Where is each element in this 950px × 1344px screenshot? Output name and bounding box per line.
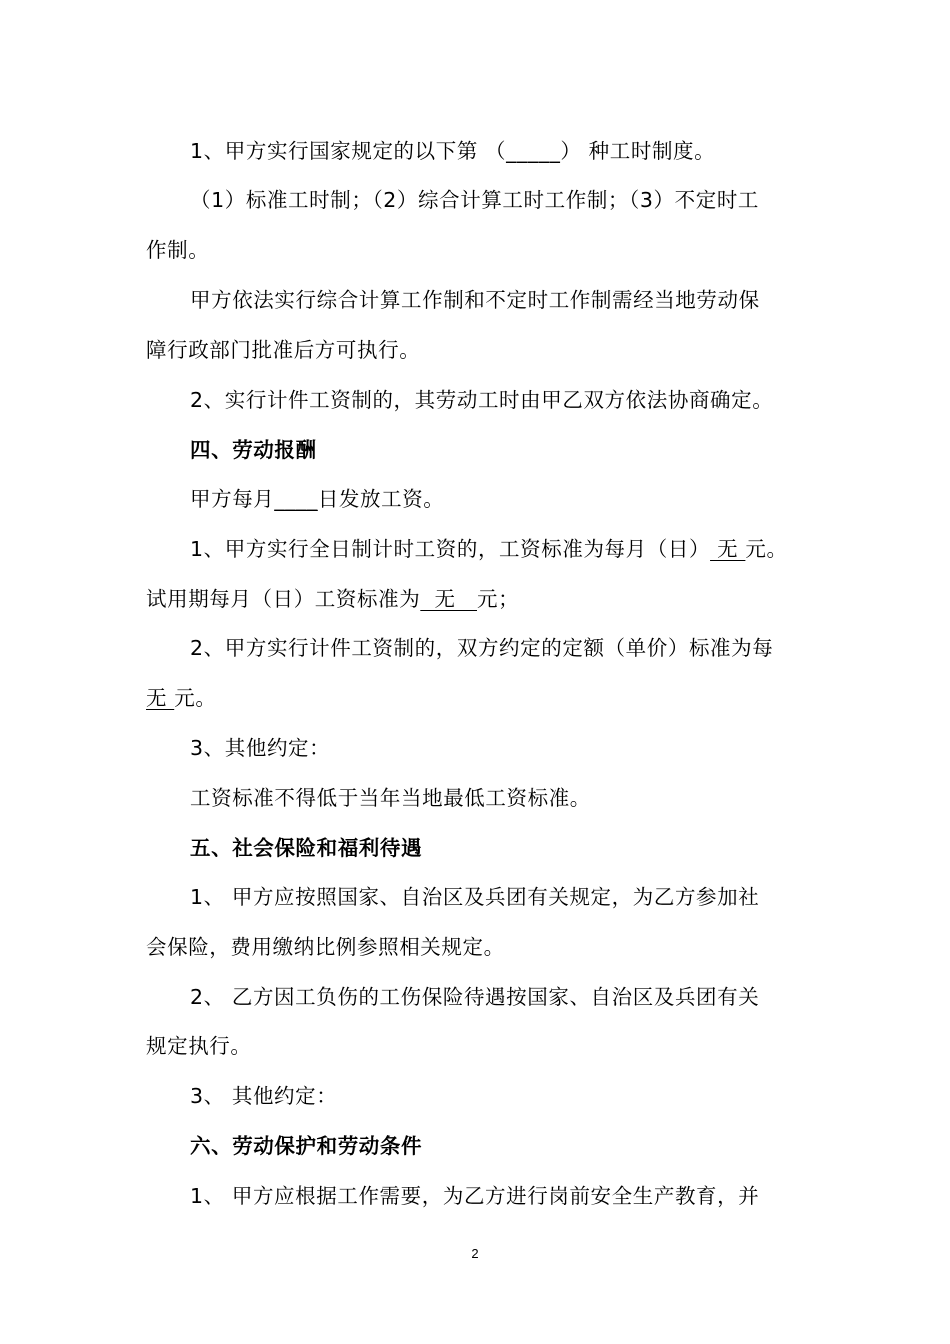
- text-segment: 1、甲方实行国家规定的以下第 （: [190, 139, 507, 163]
- paragraph-line: 会保险，费用缴纳比例参照相关规定。: [146, 935, 505, 959]
- text-segment: 元。: [174, 686, 217, 710]
- paragraph-line: 3、其他约定：: [190, 736, 331, 760]
- paragraph-line: 3、 其他约定：: [190, 1084, 338, 1108]
- paragraph-line: 甲方依法实行综合计算工作制和不定时工作制需经当地劳动保: [190, 288, 760, 312]
- section-heading: 四、劳动报酬: [190, 438, 317, 462]
- section-heading: 五、社会保险和福利待遇: [190, 836, 423, 860]
- text-segment: 日发放工资。: [317, 487, 445, 511]
- text-segment: 甲方每月: [190, 487, 275, 511]
- paragraph-line: 2、实行计件工资制的，其劳动工时由甲乙双方依法协商确定。: [190, 388, 774, 412]
- filled-value: 无: [710, 537, 746, 561]
- text-segment: ） 种工时制度。: [560, 139, 716, 163]
- paragraph-line: 1、 甲方应根据工作需要，为乙方进行岗前安全生产教育，并: [190, 1184, 760, 1208]
- clause-piece-rate-value: [146, 681, 216, 715]
- text-segment: 试用期每月（日）工资标准为: [146, 587, 421, 611]
- blank-field: ____: [274, 487, 318, 511]
- section-heading: 六、劳动保护和劳动条件: [190, 1134, 423, 1158]
- clause-hourly-wage: [190, 532, 788, 566]
- paragraph-line: （1）标准工时制；（2）综合计算工时工作制；（3）不定时工: [190, 188, 760, 212]
- paragraph-line: 规定执行。: [146, 1034, 252, 1058]
- paragraph-line: 1、 甲方应按照国家、自治区及兵团有关规定，为乙方参加社: [190, 885, 760, 909]
- text-segment: 1、甲方实行全日制计时工资的，工资标准为每月（日）: [190, 537, 711, 561]
- page-number: 2: [471, 1246, 479, 1261]
- filled-value: 无: [146, 686, 175, 710]
- text-segment: 元。: [745, 537, 788, 561]
- paragraph-line: 2、甲方实行计件工资制的，双方约定的定额（单价）标准为每: [190, 636, 774, 660]
- clause-work-hours: [190, 134, 715, 168]
- blank-field: _____: [506, 139, 561, 163]
- text-segment: 元；: [477, 587, 520, 611]
- filled-value: 无: [420, 587, 477, 611]
- clause-probation-wage: [146, 582, 519, 616]
- paragraph-line: 工资标准不得低于当年当地最低工资标准。: [190, 786, 591, 810]
- paragraph-line: 障行政部门批准后方可执行。: [146, 338, 421, 362]
- clause-pay-day: [190, 482, 444, 516]
- paragraph-line: 2、 乙方因工负伤的工伤保险待遇按国家、自治区及兵团有关: [190, 985, 760, 1009]
- paragraph-line: 作制。: [146, 238, 210, 262]
